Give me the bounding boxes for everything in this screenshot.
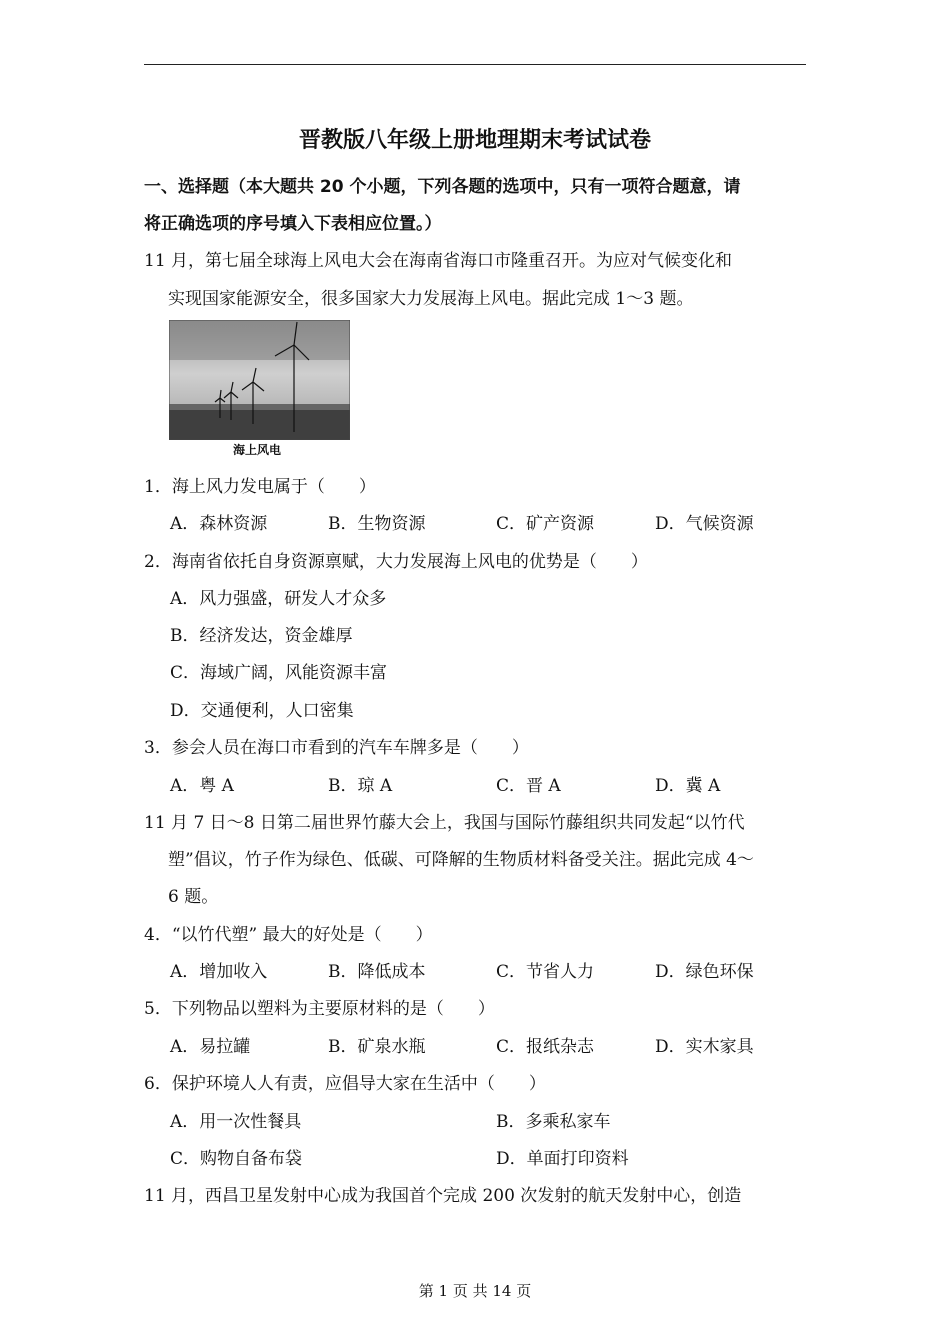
q3-stem: 3．参会人员在海口市看到的汽车车牌多是（ ） bbox=[144, 738, 529, 758]
q2-option-d: D．交通便利，人口密集 bbox=[170, 701, 354, 721]
q4-option-c: C．节省人力 bbox=[496, 962, 595, 982]
page-footer: 第 1 页 共 14 页 bbox=[418, 1282, 532, 1300]
passage1-line2: 实现国家能源安全，很多国家大力发展海上风电。据此完成 1～3 题。 bbox=[168, 289, 694, 309]
q1-option-c: C．矿产资源 bbox=[496, 514, 595, 534]
passage2-line2: 塑”倡议，竹子作为绿色、低碳、可降解的生物质材料备受关注。据此完成 4～ bbox=[168, 850, 754, 870]
offshore-wind-photo bbox=[169, 320, 350, 440]
passage1-line1: 11 月，第七届全球海上风电大会在海南省海口市隆重召开。为应对气候变化和 bbox=[144, 251, 733, 271]
q5-option-b: B．矿泉水瓶 bbox=[328, 1037, 426, 1057]
q6-option-a: A．用一次性餐具 bbox=[170, 1112, 302, 1132]
section-heading-line1: 一、选择题（本大题共 20 个小题，下列各题的选项中，只有一项符合题意，请 bbox=[144, 177, 741, 197]
page-title: 晋教版八年级上册地理期末考试试卷 bbox=[298, 128, 651, 153]
q5-option-c: C．报纸杂志 bbox=[496, 1037, 595, 1057]
q2-option-a: A．风力强盛，研发人才众多 bbox=[170, 589, 387, 609]
q2-option-b: B．经济发达，资金雄厚 bbox=[170, 626, 353, 646]
passage3-line1: 11 月，西昌卫星发射中心成为我国首个完成 200 次发射的航天发射中心，创造 bbox=[144, 1186, 742, 1206]
q2-option-c: C．海域广阔，风能资源丰富 bbox=[170, 663, 388, 683]
q2-stem: 2．海南省依托自身资源禀赋，大力发展海上风电的优势是（ ） bbox=[144, 552, 648, 572]
q3-option-b: B．琼 A bbox=[328, 776, 393, 796]
q3-option-c: C．晋 A bbox=[496, 776, 561, 796]
q3-option-a: A．粤 A bbox=[170, 776, 234, 796]
q4-option-a: A．增加收入 bbox=[170, 962, 268, 982]
q3-option-d: D．冀 A bbox=[655, 776, 721, 796]
q1-option-d: D．气候资源 bbox=[655, 514, 754, 534]
q6-option-c: C．购物自备布袋 bbox=[170, 1149, 303, 1169]
section-heading-line2: 将正确选项的序号填入下表相应位置。） bbox=[144, 214, 442, 234]
q1-stem: 1．海上风力发电属于（ ） bbox=[144, 477, 376, 497]
q5-option-d: D．实木家具 bbox=[655, 1037, 754, 1057]
q4-option-d: D．绿色环保 bbox=[655, 962, 754, 982]
q6-stem: 6．保护环境人人有责，应倡导大家在生活中（ ） bbox=[144, 1074, 546, 1094]
q1-option-a: A．森林资源 bbox=[170, 514, 268, 534]
q5-option-a: A．易拉罐 bbox=[170, 1037, 251, 1057]
passage2-line3: 6 题。 bbox=[168, 887, 219, 907]
photo-caption: 海上风电 bbox=[233, 443, 282, 457]
q5-stem: 5．下列物品以塑料为主要原材料的是（ ） bbox=[144, 999, 495, 1019]
q4-option-b: B．降低成本 bbox=[328, 962, 426, 982]
q6-option-b: B．多乘私家车 bbox=[496, 1112, 611, 1132]
header-rule bbox=[144, 64, 806, 65]
q4-stem: 4．“以竹代塑” 最大的好处是（ ） bbox=[144, 925, 433, 945]
q6-option-d: D．单面打印资料 bbox=[496, 1149, 629, 1169]
passage2-line1: 11 月 7 日～8 日第二届世界竹藤大会上，我国与国际竹藤组织共同发起“以竹代 bbox=[144, 813, 745, 833]
q1-option-b: B．生物资源 bbox=[328, 514, 426, 534]
